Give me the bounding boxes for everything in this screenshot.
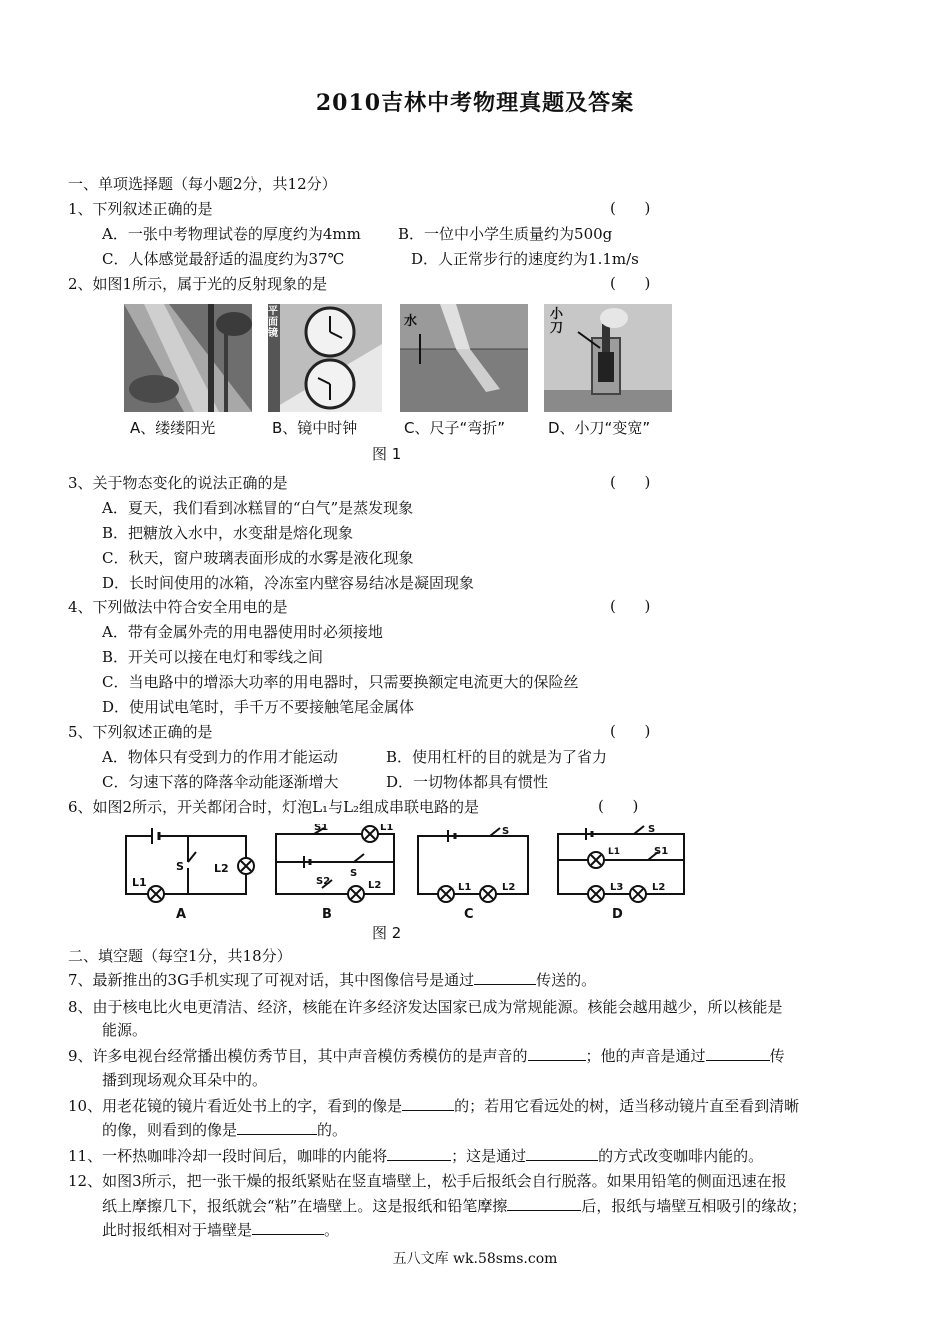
circuit-b	[276, 824, 394, 922]
svg-text:L1: L1	[380, 824, 394, 833]
svg-text:L2: L2	[368, 880, 382, 891]
svg-text:L1: L1	[132, 876, 147, 889]
q12-text-3a: 此时报纸相对于墙壁是	[102, 1221, 253, 1239]
page-title: 2010吉林中考物理真题及答案	[315, 90, 635, 116]
q1-option-b: B．一位中小学生质量约为500g	[398, 225, 613, 243]
svg-text:L1: L1	[458, 882, 472, 893]
q12-blank-1[interactable]	[507, 1196, 581, 1211]
circuit-label-b: B	[322, 907, 332, 922]
caption-a: A、缕缕阳光	[130, 419, 216, 437]
q9-blank-1[interactable]	[528, 1046, 586, 1061]
q4-stem: 4、下列做法中符合安全用电的是	[68, 598, 288, 616]
figure2-label: 图 2	[372, 924, 402, 942]
circuit-diagrams	[118, 824, 698, 928]
q5-option-d: D．一切物体都具有惯性	[386, 773, 549, 791]
q9-text-3: 传	[769, 1047, 785, 1065]
q2-answer-paren[interactable]: ( )	[610, 274, 651, 292]
q3-option-d: D．长时间使用的冰箱，冷冻室内壁容易结冰是凝固现象	[102, 574, 475, 592]
q7-blank[interactable]	[474, 970, 536, 985]
svg-text:S1: S1	[654, 846, 669, 857]
circuit-a	[126, 828, 254, 922]
circuit-d	[558, 824, 684, 922]
q9-text-2: ；他的声音是通过	[585, 1047, 706, 1065]
svg-text:S: S	[648, 824, 656, 835]
q8-text-1: 8、由于核电比火电更清洁、经济，核能在许多经济发达国家已成为常规能源。核能会越用越少，所以核能是	[68, 998, 783, 1016]
label-water: 水	[404, 314, 418, 329]
q5-stem: 5、下列叙述正确的是	[68, 723, 213, 741]
q5-answer-paren[interactable]: ( )	[610, 722, 651, 740]
q1-option-d: D．人正常步行的速度约为1.1m/s	[411, 250, 639, 268]
q9-line2: 播到现场观众耳朵中的。	[102, 1071, 268, 1089]
svg-text:L2: L2	[502, 882, 516, 893]
photo-mirror-clock	[268, 304, 382, 416]
svg-text:S1: S1	[314, 824, 329, 833]
circuit-label-a: A	[176, 907, 187, 922]
q12-line3	[102, 1220, 339, 1240]
q11-text-2: ；这是通过	[451, 1147, 527, 1165]
q10-line1	[68, 1096, 799, 1116]
circuit-c	[418, 826, 528, 922]
svg-text:L1: L1	[608, 847, 620, 857]
caption-c: C、尺子“弯折”	[404, 419, 506, 437]
svg-text:L2: L2	[214, 862, 229, 875]
q3-stem: 3、关于物态变化的说法正确的是	[68, 474, 288, 492]
q12-text-2a: 纸上摩擦几下，报纸就会“粘”在墙壁上。这是报纸和铅笔摩擦	[102, 1197, 508, 1215]
q7-text-1: 7、最新推出的3G手机实现了可视对话，其中图像信号是通过	[68, 971, 475, 989]
q8-line2: 能源。	[102, 1021, 148, 1039]
q10-text-2: 的；若用它看远处的树，适当移动镜片直至看到清晰	[454, 1097, 800, 1115]
label-plane-mirror: 平面镜	[268, 306, 278, 339]
svg-text:L2: L2	[652, 882, 666, 893]
circuit-label-d: D	[612, 907, 623, 922]
footer-watermark: 五八文库 wk.58sms.com	[392, 1251, 558, 1267]
q2-stem: 2、如图1所示，属于光的反射现象的是	[68, 275, 328, 293]
svg-text:S: S	[350, 868, 358, 879]
q10-text-1: 10、用老花镜的镜片看近处书上的字，看到的像是	[68, 1097, 403, 1115]
photo-knife-in-glass	[544, 304, 672, 416]
q5-option-a: A．物体只有受到力的作用才能运动	[102, 748, 338, 766]
q12-text-3b: 。	[324, 1221, 340, 1239]
q1-stem: 1、下列叙述正确的是	[68, 200, 213, 218]
caption-b: B、镜中时钟	[272, 419, 358, 437]
q12-blank-2[interactable]	[252, 1220, 324, 1235]
photo-sunbeams	[124, 304, 252, 416]
q1-option-c: C．人体感觉最舒适的温度约为37℃	[102, 250, 345, 268]
q12-line1: 12、如图3所示，把一张干燥的报纸紧贴在竖直墙壁上，松手后报纸会自行脱落。如果用铅笔的侧面迅速在报	[68, 1172, 787, 1190]
q4-answer-paren[interactable]: ( )	[610, 597, 651, 615]
q9-line1	[68, 1046, 785, 1066]
svg-text:S2: S2	[316, 876, 331, 887]
q3-option-c: C．秋天，窗户玻璃表面形成的水雾是液化现象	[102, 549, 414, 567]
q9-text-1: 9、许多电视台经常播出模仿秀节目，其中声音模仿秀模仿的是声音的	[68, 1047, 528, 1065]
q12-text-2b: 后，报纸与墙壁互相吸引的缘故；	[581, 1197, 807, 1215]
q10-text-3: 的像，则看到的像是	[102, 1121, 238, 1139]
q4-option-b: B．开关可以接在电灯和零线之间	[102, 648, 324, 666]
svg-text:L3: L3	[610, 882, 624, 893]
q10-blank-2[interactable]	[237, 1120, 317, 1135]
circuit-label-c: C	[464, 907, 474, 922]
q8-line1	[68, 997, 783, 1017]
q12-line2	[102, 1196, 806, 1216]
q4-option-a: A．带有金属外壳的用电器使用时必须接地	[102, 623, 383, 641]
q11-text-1: 11、一杯热咖啡冷却一段时间后，咖啡的内能将	[68, 1147, 388, 1165]
section2-heading: 二、填空题（每空1分，共18分）	[68, 947, 292, 965]
q10-blank-1[interactable]	[402, 1096, 454, 1111]
q11-blank-2[interactable]	[526, 1146, 598, 1161]
figure1-label: 图 1	[372, 445, 402, 463]
q3-option-b: B．把糖放入水中，水变甜是熔化现象	[102, 524, 354, 542]
q4-option-d: D．使用试电笔时，手千万不要接触笔尾金属体	[102, 698, 415, 716]
photo-bent-ruler	[400, 304, 528, 416]
q7	[68, 970, 596, 990]
q6-stem: 6、如图2所示，开关都闭合时，灯泡L₁与L₂组成串联电路的是	[68, 798, 480, 816]
q6-answer-paren[interactable]: ( )	[598, 797, 639, 815]
q4-option-c: C．当电路中的增添大功率的用电器时，只需要换额定电流更大的保险丝	[102, 673, 579, 691]
label-knife: 小刀	[550, 307, 564, 336]
q3-answer-paren[interactable]: ( )	[610, 473, 651, 491]
q5-option-b: B．使用杠杆的目的就是为了省力	[386, 748, 608, 766]
svg-text:S: S	[176, 860, 184, 873]
q10-line2	[102, 1120, 347, 1140]
q5-option-c: C．匀速下落的降落伞动能逐渐增大	[102, 773, 339, 791]
q11	[68, 1146, 763, 1166]
q3-option-a: A．夏天，我们看到冰糕冒的“白气”是蒸发现象	[102, 499, 414, 517]
q7-text-2: 传送的。	[536, 971, 597, 989]
svg-text:S: S	[502, 826, 510, 837]
q9-blank-2[interactable]	[706, 1046, 770, 1061]
caption-d: D、小刀“变宽”	[548, 419, 651, 437]
q11-text-3: 的方式改变咖啡内能的。	[598, 1147, 764, 1165]
q1-answer-paren[interactable]: ( )	[610, 199, 651, 217]
q11-blank-1[interactable]	[387, 1146, 451, 1161]
q1-option-a: A．一张中考物理试卷的厚度约为4mm	[102, 225, 361, 243]
q10-text-4: 的。	[317, 1121, 348, 1139]
section1-heading: 一、单项选择题（每小题2分，共12分）	[68, 175, 337, 193]
